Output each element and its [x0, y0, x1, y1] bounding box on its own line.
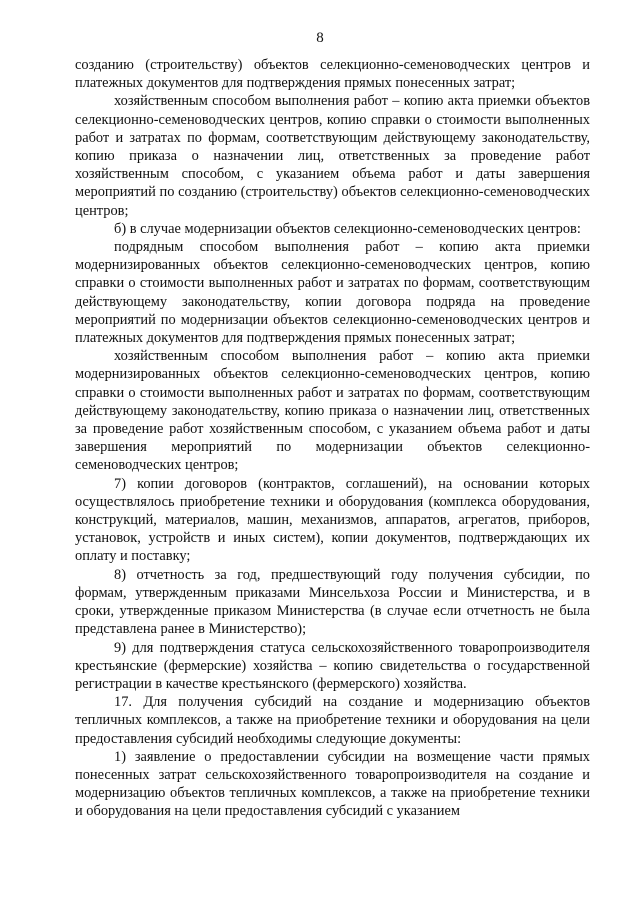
- paragraph-item-1-application: 1) заявление о предоставлении субсидии на возмещение части прямых понесенных затрат сельскохозяйственного товаропроизводителя на создание и модернизацию объектов тепличных комплексов, а также на приобретение техники и оборудования на цели предоставления субсидий с указанием: [75, 748, 590, 820]
- paragraph-item-b-modernization: б) в случае модернизации объектов селекционно-семеноводческих центров:: [114, 220, 581, 237]
- paragraph-item-9-farm-status: 9) для подтверждения статуса сельскохозяйственного товаропроизводителя крестьянские (фермерские) хозяйства – копию свидетельства о государственной регистрации в качестве крестьянского (фермерского) хозяйства.: [75, 639, 590, 692]
- paragraph-economic-method-modernization: хозяйственным способом выполнения работ – копию акта приемки модернизированных объектов селекционно-семеноводческих центров, копию справки о стоимости выполненных работ и затратах по формам, соответствующим действующему законодательству, копию приказа о назначении лиц, ответственных за проведение работ хозяйственным способом, с указанием объема работ и даты завершения мероприятий по модернизации объектов селекционно-семеноводческих центров;: [75, 348, 590, 474]
- paragraph-item-8-reporting: 8) отчетность за год, предшествующий году получения субсидии, по формам, утвержденным приказами Минсельхоза России и Министерства, и в сроки, утвержденные приказом Министерства (в случае если отчетность не была представлена ранее в Министерство);: [75, 566, 590, 638]
- paragraph-contract-method-modernization: подрядным способом выполнения работ – копию акта приемки модернизированных объектов селекционно-семеноводческих центров, копию справки о стоимости выполненных работ и затратах по формам, соответствующим действующему законодательству, копии договора подряда на проведение мероприятий по модернизации объектов селекционно-семеноводческих центров и платежных документов для подтверждения прямых понесенных затрат;: [75, 239, 590, 347]
- page-number: 8: [316, 30, 324, 46]
- paragraph-economic-method-creation: хозяйственным способом выполнения работ – копию акта приемки объектов селекционно-семеноводческих центров, копию справки о стоимости выполненных работ и затратах по формам, соответствующим действующему законодательству, копию приказа о назначении лиц, ответственных за проведение работ хозяйственным способом, с указанием объема работ и даты завершения мероприятий по созданию (строительству) объектов селекционно-семеноводческих центров;: [75, 93, 590, 219]
- paragraph-continuation: созданию (строительству) объектов селекционно-семеноводческих центров и платежных документов для подтверждения прямых понесенных затрат;: [75, 57, 590, 92]
- paragraph-item-7-contracts: 7) копии договоров (контрактов, соглашений), на основании которых осуществлялось приобретение техники и оборудования (комплекса оборудования, конструкций, материалов, машин, механизмов, аппаратов, агрегатов, приборов, установок, устройств и иных систем), копии документов, подтверждающих их оплату и поставку;: [75, 475, 590, 565]
- document-body: [75, 56, 590, 821]
- paragraph-section-17: 17. Для получения субсидий на создание и модернизацию объектов тепличных комплексов, а также на приобретение техники и оборудования на цели предоставления субсидий необходимы следующие документы:: [75, 694, 590, 747]
